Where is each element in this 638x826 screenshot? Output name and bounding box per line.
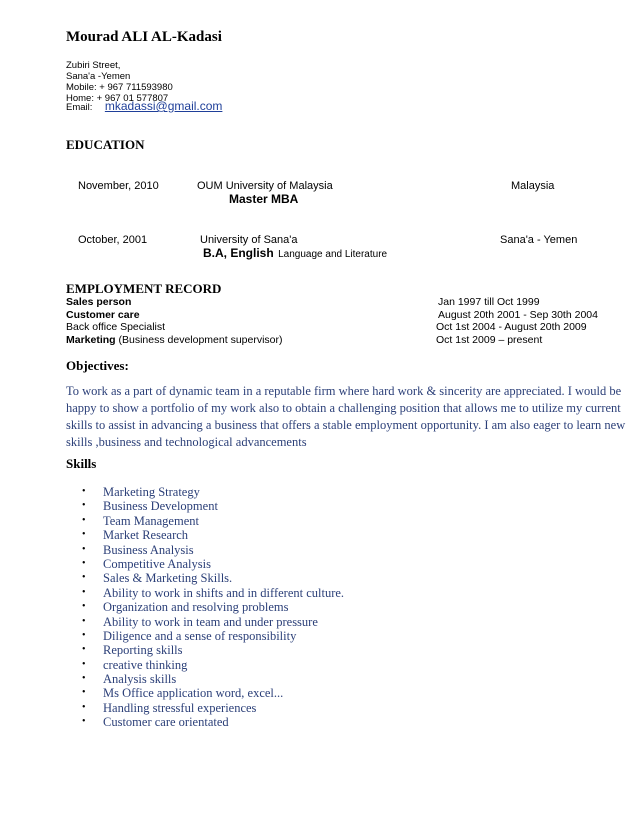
skill-label: Analysis skills xyxy=(103,672,177,687)
employment-role xyxy=(66,296,131,308)
bullet-icon: • xyxy=(82,701,86,713)
employment-period: Oct 1st 2009 – present xyxy=(436,334,543,346)
skill-label: Ability to work in team and under pressure xyxy=(103,614,318,629)
education-degree: Master MBA xyxy=(229,192,299,206)
objectives-heading: Objectives: xyxy=(66,358,129,373)
mobile-line: Mobile: + 967 711593980 xyxy=(66,82,173,93)
role-detail: Back office Specialist xyxy=(66,321,166,333)
skill-label: Sales & Marketing Skills. xyxy=(103,571,233,586)
bullet-icon: • xyxy=(82,500,86,512)
list-item xyxy=(82,658,344,672)
degree-title: B.A, English xyxy=(203,246,274,260)
employment-period: Jan 1997 till Oct 1999 xyxy=(438,296,540,308)
employment-role xyxy=(66,321,165,333)
employment-role xyxy=(66,309,140,321)
list-item xyxy=(82,701,344,715)
skill-label: Organization and resolving problems xyxy=(103,600,289,615)
bullet-icon: • xyxy=(82,514,86,526)
employment-period: Oct 1st 2004 - August 20th 2009 xyxy=(436,321,587,333)
education-institution: OUM University of Malaysia xyxy=(197,180,333,192)
education-institution: University of Sana'a xyxy=(200,234,298,246)
bullet-icon: • xyxy=(82,716,86,728)
bullet-icon: • xyxy=(82,601,86,613)
list-item xyxy=(82,615,344,629)
bullet-icon: • xyxy=(82,572,86,584)
bullet-icon: • xyxy=(82,615,86,627)
skills-list xyxy=(82,485,344,730)
skill-label: Business Development xyxy=(103,499,218,514)
skill-label: Reporting skills xyxy=(103,643,183,658)
bullet-icon: • xyxy=(82,673,86,685)
list-item xyxy=(82,528,344,542)
list-item xyxy=(82,643,344,657)
employment-heading: EMPLOYMENT RECORD xyxy=(66,281,222,296)
skill-label: Handling stressful experiences xyxy=(103,700,257,715)
email-link[interactable]: mkadassi@gmail.com xyxy=(104,99,223,113)
employment-role xyxy=(66,334,283,346)
list-item xyxy=(82,686,344,700)
skill-label: creative thinking xyxy=(103,657,188,672)
skill-label: Customer care orientated xyxy=(103,715,229,730)
list-item xyxy=(82,499,344,513)
skill-label: Business Analysis xyxy=(103,542,194,557)
bullet-icon: • xyxy=(82,586,86,598)
education-date: November, 2010 xyxy=(78,180,159,192)
bullet-icon: • xyxy=(82,658,86,670)
skill-label: Diligence and a sense of responsibility xyxy=(103,628,297,643)
list-item xyxy=(82,571,344,585)
role-detail: (Business development supervisor) xyxy=(115,334,283,346)
role-title: Customer care xyxy=(66,309,140,321)
role-title: Sales person xyxy=(66,296,132,308)
list-item xyxy=(82,715,344,729)
candidate-name: Mourad ALI AL-Kadasi xyxy=(66,29,222,45)
list-item xyxy=(82,586,344,600)
bullet-icon: • xyxy=(82,557,86,569)
email-label: Email: xyxy=(66,102,93,113)
address-line: Zubiri Street, xyxy=(66,60,121,71)
bullet-icon: • xyxy=(82,644,86,656)
skill-label: Market Research xyxy=(103,528,189,543)
home-phone-line: Home: + 967 01 577807 xyxy=(66,93,169,104)
bullet-icon: • xyxy=(82,543,86,555)
skill-label: Marketing Strategy xyxy=(103,485,200,499)
objectives-paragraph: To work as a part of dynamic team in a reputable firm where hard work & sincerity are appreciated. I would be happy to show a portfolio of my work also to obtain a challenging position that allows me to utilize my current skills to assist in advancing a business that offers a stable employment opportunity. I am also eager to learn new skills ,business and technological advancements xyxy=(66,384,626,449)
list-item xyxy=(82,557,344,571)
degree-field: Language and Literature xyxy=(278,249,388,260)
list-item xyxy=(82,514,344,528)
education-date: October, 2001 xyxy=(78,234,148,246)
city-line: Sana'a -Yemen xyxy=(66,71,131,82)
bullet-icon: • xyxy=(82,529,86,541)
bullet-icon: • xyxy=(82,629,86,641)
skill-label: Ms Office application word, excel... xyxy=(103,686,284,701)
list-item xyxy=(82,485,344,499)
skill-label: Competitive Analysis xyxy=(103,556,211,571)
education-location: Malaysia xyxy=(511,180,555,192)
skills-heading: Skills xyxy=(66,456,97,471)
education-location: Sana'a - Yemen xyxy=(500,234,578,246)
bullet-icon: • xyxy=(82,486,86,497)
skill-label: Ability to work in shifts and in different culture. xyxy=(103,585,345,600)
role-title: Marketing xyxy=(66,334,116,346)
email-row xyxy=(66,97,222,115)
skill-label: Team Management xyxy=(103,513,199,528)
bullet-icon: • xyxy=(82,687,86,699)
education-heading: EDUCATION xyxy=(66,137,145,152)
list-item xyxy=(82,543,344,557)
list-item xyxy=(82,629,344,643)
employment-period: August 20th 2001 - Sep 30th 2004 xyxy=(438,309,598,321)
list-item xyxy=(82,600,344,614)
education-degree xyxy=(203,244,387,262)
list-item xyxy=(82,672,344,686)
